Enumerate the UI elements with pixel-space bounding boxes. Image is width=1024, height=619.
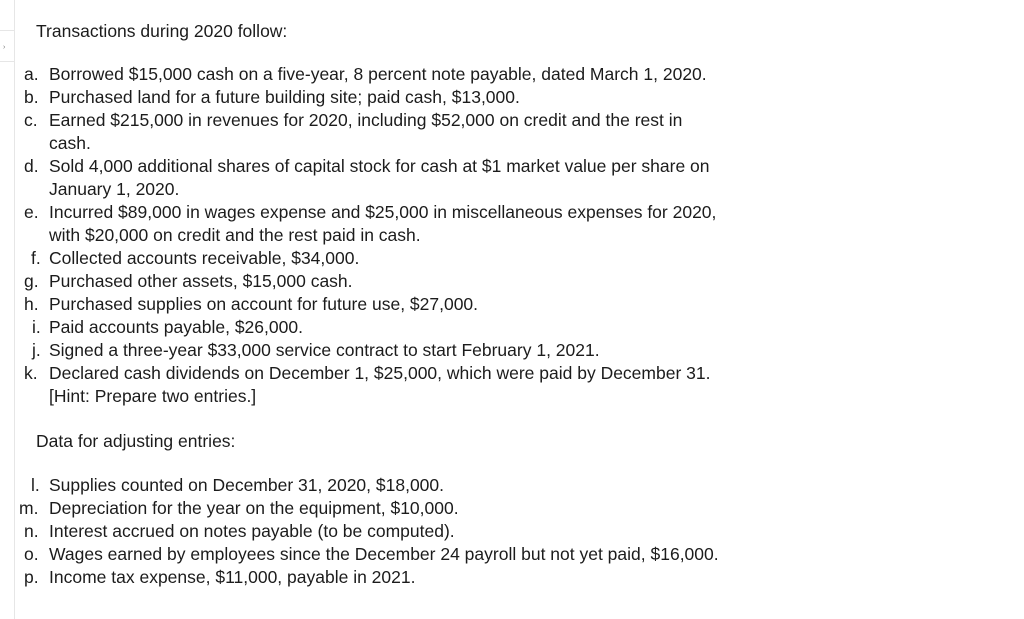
item-marker: n. bbox=[24, 521, 39, 541]
item-text: Declared cash dividends on December 1, $25,000, which were paid by December 31. bbox=[49, 363, 711, 383]
transaction-item-e bbox=[24, 201, 908, 247]
item-text: Borrowed $15,000 cash on a five-year, 8 percent note payable, dated March 1, 2020. bbox=[49, 64, 707, 84]
item-text: Interest accrued on notes payable (to be computed). bbox=[49, 521, 455, 541]
item-text: Signed a three-year $33,000 service contract to start February 1, 2021. bbox=[49, 340, 600, 360]
item-marker: c. bbox=[24, 110, 38, 130]
item-text-continued: cash. bbox=[49, 133, 91, 153]
item-text: Paid accounts payable, $26,000. bbox=[49, 317, 303, 337]
panel-edge-mark: › bbox=[3, 44, 6, 51]
item-marker: a. bbox=[24, 64, 39, 84]
item-marker: e. bbox=[24, 202, 39, 222]
transaction-item-i bbox=[28, 316, 908, 339]
left-panel-edge bbox=[0, 0, 15, 619]
item-marker: p. bbox=[24, 567, 39, 587]
item-text: Incurred $89,000 in wages expense and $25,000 in miscellaneous expenses for 2020, bbox=[49, 202, 717, 222]
transaction-item-d bbox=[24, 155, 908, 201]
item-text: Wages earned by employees since the December 24 payroll but not yet paid, $16,000. bbox=[49, 544, 719, 564]
transaction-item-j bbox=[28, 339, 908, 362]
item-marker: o. bbox=[24, 544, 39, 564]
item-text: Depreciation for the year on the equipment, $10,000. bbox=[49, 498, 459, 518]
item-marker: h. bbox=[24, 294, 39, 314]
item-text: Purchased supplies on account for future use, $27,000. bbox=[49, 294, 479, 314]
adjusting-item-m bbox=[19, 497, 908, 520]
transaction-item-f bbox=[28, 247, 908, 270]
item-text-continued: with $20,000 on credit and the rest paid in cash. bbox=[49, 225, 421, 245]
transaction-item-g bbox=[24, 270, 908, 293]
item-marker: k. bbox=[24, 363, 38, 383]
item-marker: j. bbox=[32, 340, 41, 360]
panel-tab bbox=[0, 0, 14, 31]
item-text-continued: [Hint: Prepare two entries.] bbox=[49, 386, 257, 406]
item-text: Income tax expense, $11,000, payable in 2021. bbox=[49, 567, 416, 587]
adjusting-item-l bbox=[28, 474, 908, 497]
adjusting-item-o bbox=[24, 543, 908, 566]
adjusting-entries-heading: Data for adjusting entries: bbox=[36, 431, 236, 451]
item-marker: g. bbox=[24, 271, 39, 291]
adjusting-item-p bbox=[24, 566, 908, 589]
transaction-item-c bbox=[24, 109, 908, 155]
transaction-item-h bbox=[24, 293, 908, 316]
item-text: Purchased other assets, $15,000 cash. bbox=[49, 271, 353, 291]
transaction-item-k bbox=[24, 362, 908, 408]
item-text: Supplies counted on December 31, 2020, $18,000. bbox=[49, 475, 445, 495]
transaction-item-a bbox=[24, 63, 908, 86]
adjusting-item-n bbox=[24, 520, 908, 543]
item-marker: l. bbox=[31, 475, 40, 495]
item-text: Purchased land for a future building site; paid cash, $13,000. bbox=[49, 87, 520, 107]
transaction-item-b bbox=[24, 86, 908, 109]
item-marker: i. bbox=[32, 317, 41, 337]
item-marker: b. bbox=[24, 87, 39, 107]
item-marker: m. bbox=[19, 498, 39, 518]
item-marker: d. bbox=[24, 156, 39, 176]
item-text: Earned $215,000 in revenues for 2020, including $52,000 on credit and the rest in bbox=[49, 110, 683, 130]
item-marker: f. bbox=[31, 248, 41, 268]
item-text: Sold 4,000 additional shares of capital stock for cash at $1 market value per share on bbox=[49, 156, 710, 176]
item-text: Collected accounts receivable, $34,000. bbox=[49, 248, 360, 268]
transactions-heading: Transactions during 2020 follow: bbox=[36, 21, 288, 41]
item-text-continued: January 1, 2020. bbox=[49, 179, 180, 199]
